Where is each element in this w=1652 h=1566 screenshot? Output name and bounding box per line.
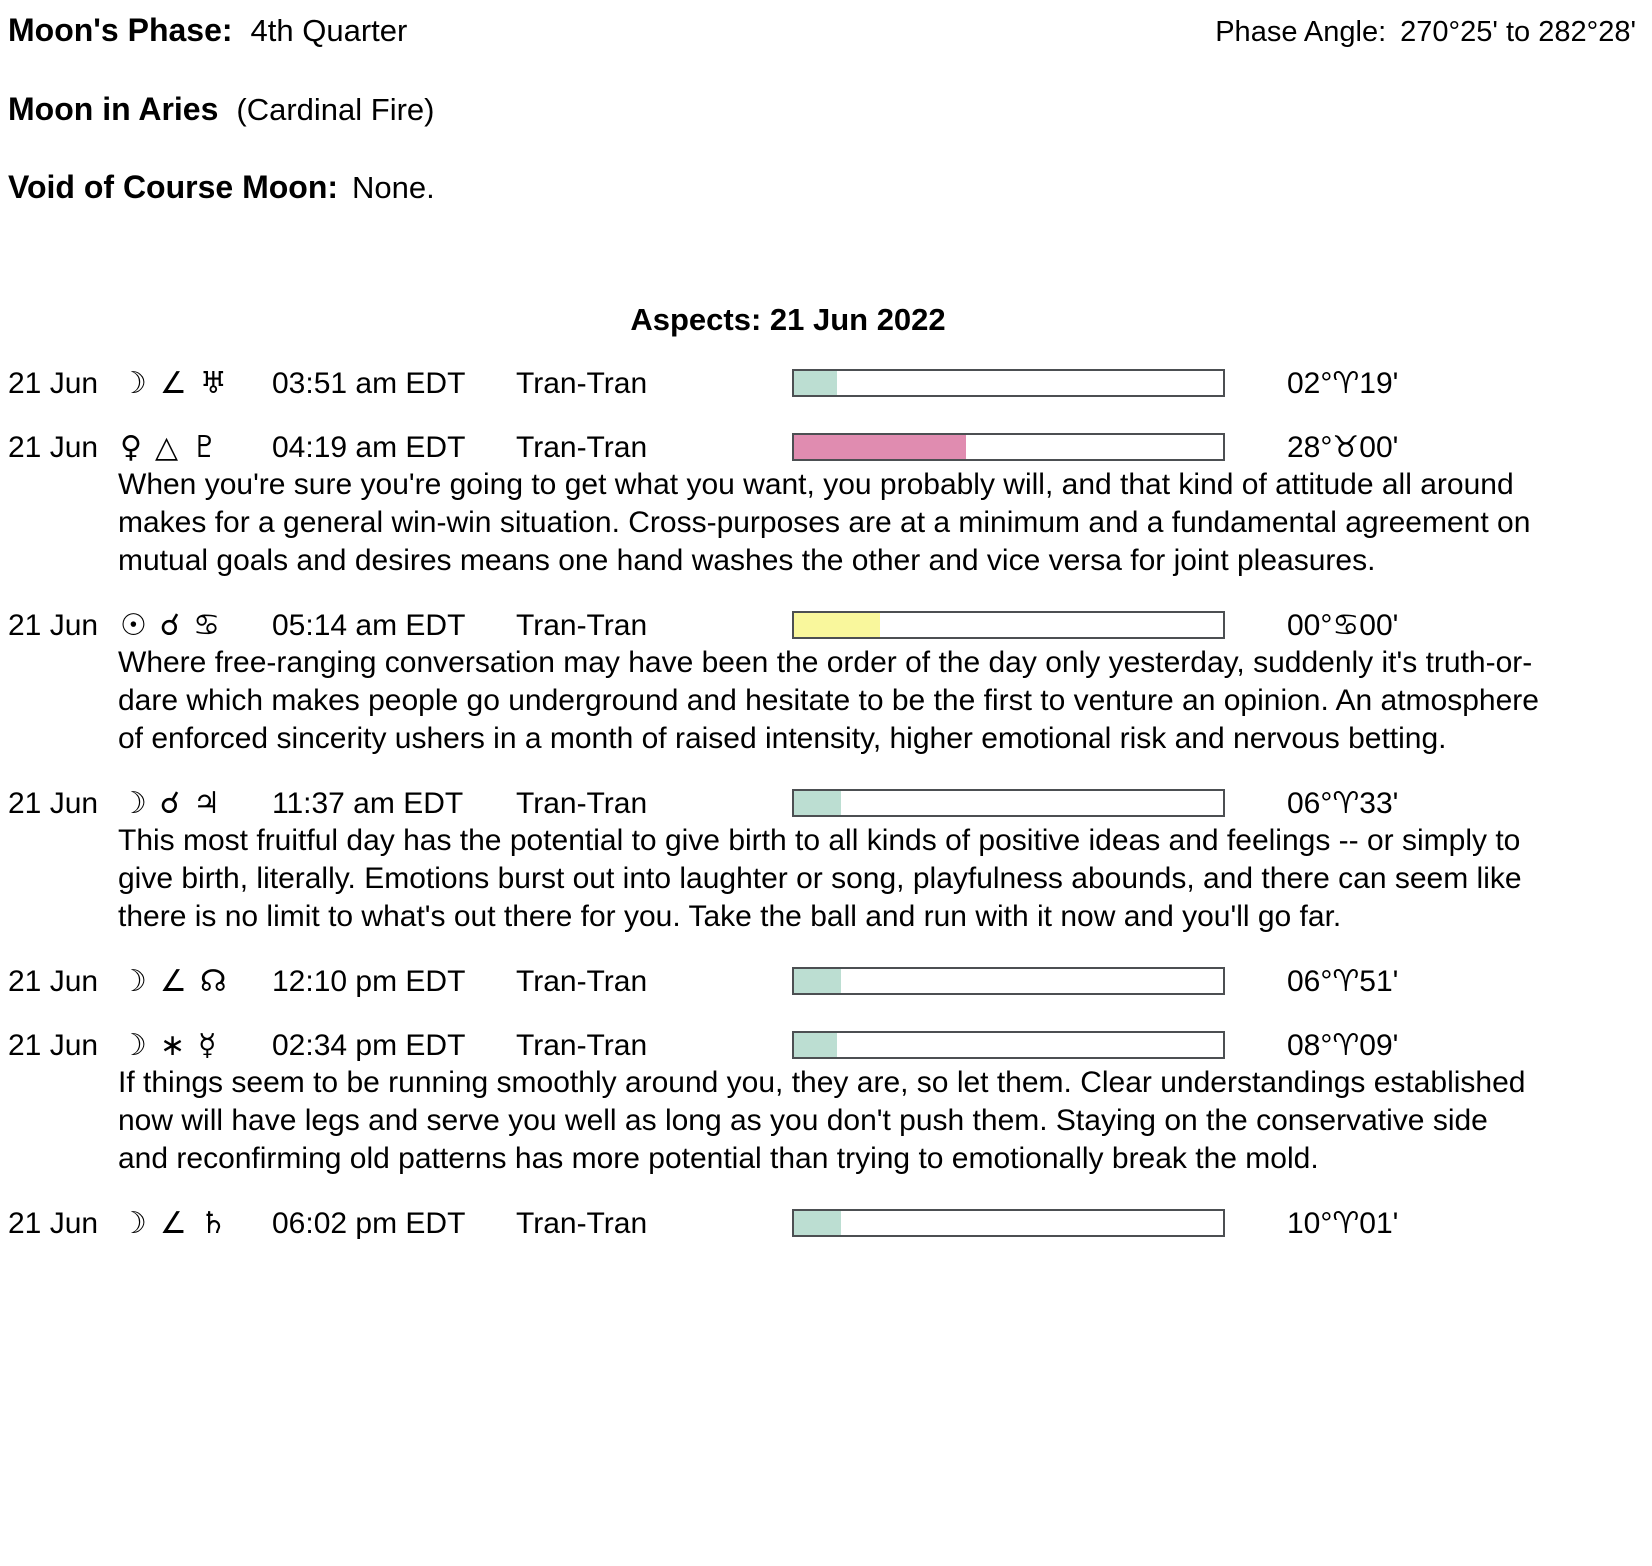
aspect-date: 21 Jun bbox=[8, 430, 99, 464]
moon-phase-label: Moon's Phase: bbox=[8, 12, 233, 48]
phase-angle-label: Phase Angle: bbox=[1215, 16, 1387, 48]
orb-bar bbox=[792, 789, 1225, 817]
aspect-symbol-glyph: ∗ bbox=[159, 1027, 186, 1063]
aspect-position: 10°♈01' bbox=[1287, 1206, 1399, 1240]
aspect-time: 05:14 am EDT bbox=[272, 608, 466, 642]
aspect-row-left bbox=[8, 1028, 792, 1063]
phase-angle-value: 270°25' to 282°28' bbox=[1400, 16, 1636, 48]
aspect-date: 21 Jun bbox=[8, 1028, 99, 1062]
aspect-interpretation: Where free-ranging conversation may have been the order of the day only yesterday, suddenly it's truth-or-dare which makes people go underground and hesitate to be the first to venture an opinion. An atmosphere of enforced sincerity ushers in a month of raised intensity, higher emotional risk and nervous betting. bbox=[118, 646, 1539, 755]
aspect-block bbox=[8, 962, 1652, 1000]
planet2-glyph: ♅ bbox=[199, 365, 227, 401]
aspect-type: Tran-Tran bbox=[516, 366, 648, 400]
aspect-symbol-glyph: △ bbox=[154, 429, 179, 465]
aspect-symbol-glyph: ☌ bbox=[159, 785, 181, 821]
aspect-row bbox=[8, 784, 1652, 822]
aspect-row bbox=[8, 428, 1652, 466]
aspect-glyphs bbox=[120, 786, 272, 821]
planet1-glyph: ☽ bbox=[120, 963, 147, 999]
aspect-row bbox=[8, 962, 1652, 1000]
aspect-block bbox=[8, 364, 1652, 402]
orb-bar bbox=[792, 1209, 1225, 1237]
void-of-course-line bbox=[8, 169, 1652, 206]
planet1-glyph: ☽ bbox=[120, 1027, 147, 1063]
aspect-row bbox=[8, 1026, 1652, 1064]
void-of-course-value: None. bbox=[352, 170, 435, 205]
aspect-position: 06°♈51' bbox=[1287, 964, 1399, 998]
aspect-symbol-glyph: ∠ bbox=[159, 365, 187, 401]
aspect-position: 28°♉00' bbox=[1287, 430, 1399, 464]
aspect-type: Tran-Tran bbox=[516, 1206, 648, 1240]
orb-bar-fill bbox=[794, 1033, 837, 1057]
aspects-title: Aspects: 21 Jun 2022 bbox=[630, 302, 946, 337]
aspect-symbol-glyph: ∠ bbox=[159, 1205, 187, 1241]
aspect-interpretation: When you're sure you're going to get what you want, you probably will, and that kind of attitude all around makes for a general win-win situation. Cross-purposes are at a minimum and a fundamental agreement on mutual goals and desires means one hand washes the other and vice versa for joint pleasures. bbox=[118, 468, 1531, 577]
aspect-time: 11:37 am EDT bbox=[272, 786, 464, 820]
planet2-glyph: ♋ bbox=[193, 607, 220, 643]
aspect-row-left bbox=[8, 608, 792, 643]
planet1-glyph: ☽ bbox=[120, 1205, 147, 1241]
aspect-glyphs bbox=[120, 608, 272, 643]
aspect-position: 06°♈33' bbox=[1287, 786, 1399, 820]
aspect-date: 21 Jun bbox=[8, 964, 99, 998]
orb-bar-fill bbox=[794, 969, 841, 993]
aspect-position: 00°♋00' bbox=[1287, 608, 1399, 642]
aspect-time: 04:19 am EDT bbox=[272, 430, 466, 464]
aspect-time: 02:34 pm EDT bbox=[272, 1028, 466, 1062]
aspect-glyphs bbox=[120, 964, 272, 999]
moon-phase bbox=[8, 12, 407, 49]
aspect-position: 08°♈09' bbox=[1287, 1028, 1399, 1062]
moon-sign-line bbox=[8, 91, 1652, 128]
aspect-glyphs bbox=[120, 366, 272, 401]
aspect-type: Tran-Tran bbox=[516, 1028, 648, 1062]
aspect-type: Tran-Tran bbox=[516, 964, 648, 998]
planet1-glyph: ☉ bbox=[120, 607, 147, 643]
aspect-block bbox=[8, 428, 1652, 580]
orb-bar-fill bbox=[794, 791, 841, 815]
aspect-block bbox=[8, 1026, 1652, 1178]
orb-bar bbox=[792, 433, 1225, 461]
aspect-glyphs bbox=[120, 1206, 272, 1241]
orb-bar bbox=[792, 369, 1225, 397]
aspect-glyphs bbox=[120, 430, 272, 465]
aspect-row-left bbox=[8, 366, 792, 401]
aspect-interpretation: If things seem to be running smoothly around you, they are, so let them. Clear understandings established now will have legs and serve you well as long as you don't push them. Staying on the conservative side and reconfirming old patterns has more potential than trying to emotionally break the mold. bbox=[118, 1066, 1526, 1175]
moon-sign-label: Moon in Aries bbox=[8, 91, 219, 127]
orb-bar bbox=[792, 1031, 1225, 1059]
planet1-glyph: ☽ bbox=[120, 785, 147, 821]
moon-phase-line bbox=[8, 12, 1652, 49]
orb-bar-fill bbox=[794, 435, 966, 459]
aspect-time: 06:02 pm EDT bbox=[272, 1206, 466, 1240]
aspect-glyphs bbox=[120, 1028, 272, 1063]
aspect-date: 21 Jun bbox=[8, 1206, 99, 1240]
orb-bar-fill bbox=[794, 371, 837, 395]
void-of-course-label: Void of Course Moon: bbox=[8, 169, 339, 205]
aspects-list bbox=[8, 364, 1652, 1242]
aspect-position: 02°♈19' bbox=[1287, 366, 1399, 400]
aspect-row bbox=[8, 1204, 1652, 1242]
aspect-type: Tran-Tran bbox=[516, 430, 648, 464]
aspect-date: 21 Jun bbox=[8, 366, 99, 400]
aspect-interpretation: This most fruitful day has the potential to give birth to all kinds of positive ideas and feelings -- or simply to give birth, literally. Emotions burst out into laughter or song, playfulness abounds, and there can seem like there is no limit to what's out there for you. Take the ball and run with it now and you'll go far. bbox=[118, 824, 1522, 933]
aspect-block bbox=[8, 1204, 1652, 1242]
orb-bar-fill bbox=[794, 613, 880, 637]
orb-bar-fill bbox=[794, 1211, 841, 1235]
aspect-time: 12:10 pm EDT bbox=[272, 964, 466, 998]
planet2-glyph: ☿ bbox=[198, 1027, 217, 1063]
planet1-glyph: ☽ bbox=[120, 365, 147, 401]
planet2-glyph: ♃ bbox=[193, 785, 220, 821]
aspect-row bbox=[8, 606, 1652, 644]
moon-sign-detail: (Cardinal Fire) bbox=[236, 92, 435, 127]
aspect-row-left bbox=[8, 786, 792, 821]
moon-phase-value: 4th Quarter bbox=[250, 13, 408, 48]
aspect-block bbox=[8, 784, 1652, 936]
phase-angle bbox=[1215, 16, 1636, 49]
aspect-type: Tran-Tran bbox=[516, 608, 648, 642]
orb-bar bbox=[792, 967, 1225, 995]
planet2-glyph: ♄ bbox=[199, 1205, 227, 1241]
aspect-type: Tran-Tran bbox=[516, 786, 648, 820]
planet2-glyph: ♇ bbox=[191, 429, 218, 465]
orb-bar bbox=[792, 611, 1225, 639]
aspect-date: 21 Jun bbox=[8, 786, 99, 820]
aspect-row-left bbox=[8, 430, 792, 465]
aspect-time: 03:51 am EDT bbox=[272, 366, 466, 400]
aspect-block bbox=[8, 606, 1652, 758]
aspect-symbol-glyph: ∠ bbox=[159, 963, 187, 999]
planet1-glyph: ♀ bbox=[120, 429, 142, 465]
aspect-row-left bbox=[8, 1206, 792, 1241]
aspect-row-left bbox=[8, 964, 792, 999]
aspect-date: 21 Jun bbox=[8, 608, 99, 642]
aspect-row bbox=[8, 364, 1652, 402]
aspect-symbol-glyph: ☌ bbox=[159, 607, 181, 643]
planet2-glyph: ☊ bbox=[199, 963, 227, 999]
